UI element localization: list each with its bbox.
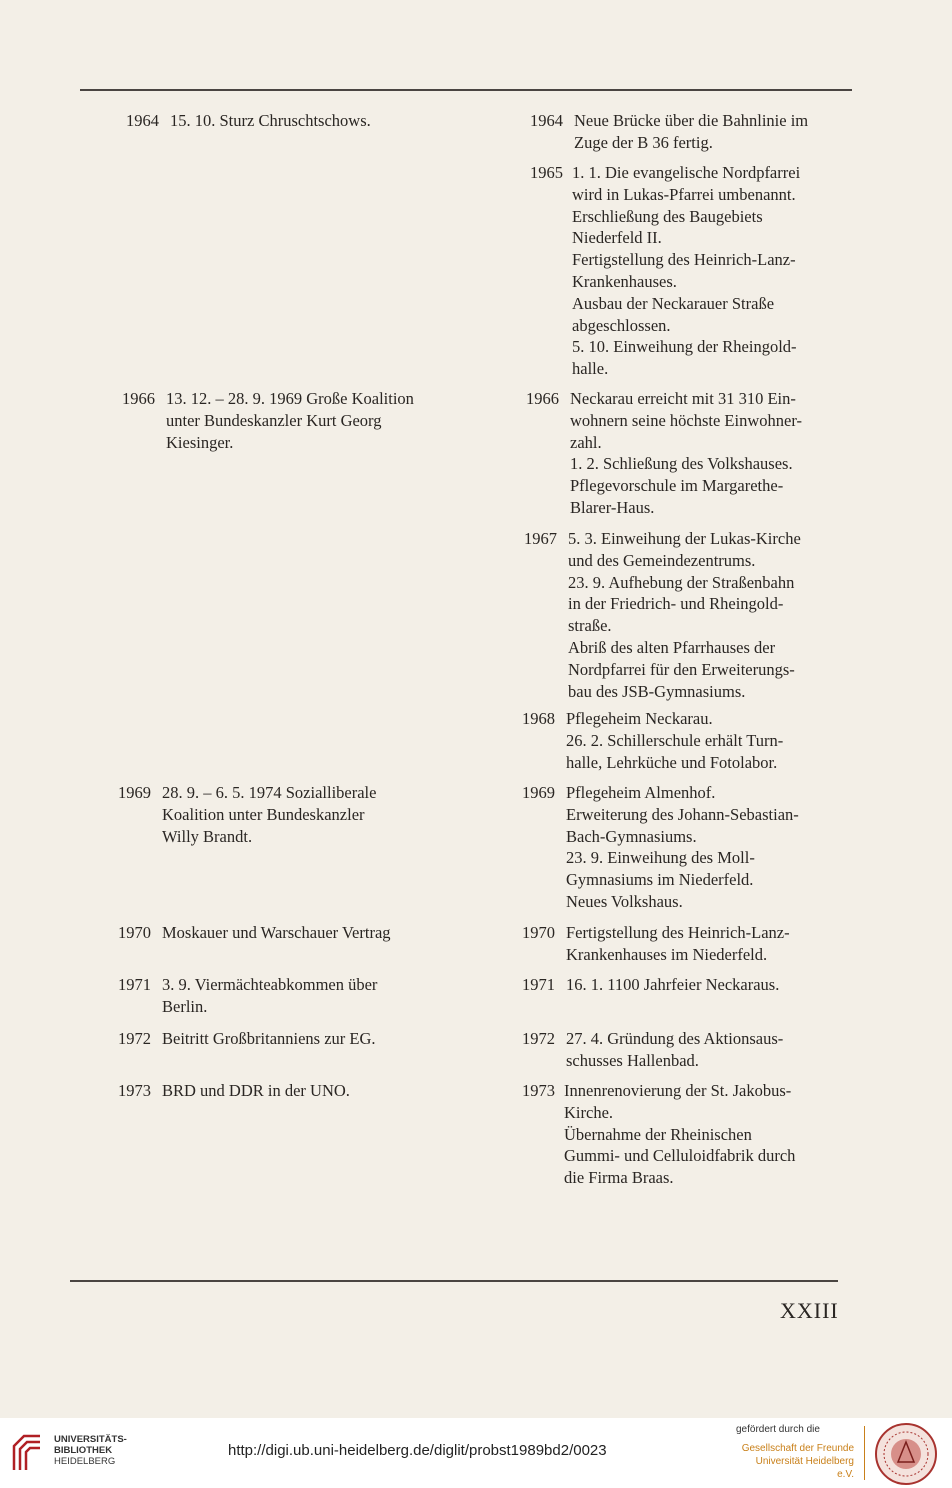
entry-line: Abriß des alten Pfarrhauses der <box>568 637 776 657</box>
year-label: 1969 <box>118 783 151 802</box>
left-entry-1973 <box>120 1080 460 1102</box>
year-label: 1972 <box>118 1029 151 1048</box>
entry-line: Fertigstellung des Heinrich-Lanz- <box>572 250 796 270</box>
entry-line: halle. <box>572 359 609 379</box>
entry-line: Erweiterung des Johann-Sebastian- <box>566 804 799 824</box>
entry-line: Berlin. <box>162 996 208 1016</box>
entry-line: halle, Lehrküche und Fotolabor. <box>566 752 778 772</box>
page-number: XXIII <box>780 1298 839 1323</box>
year-label: 1964 <box>530 111 563 130</box>
entry-line: 23. 9. Einweihung des Moll- <box>566 848 755 868</box>
entry-line: Moskauer und Warschauer Vertrag <box>162 923 391 942</box>
entry-line: schusses Hallenbad. <box>566 1050 699 1070</box>
year-label: 1973 <box>118 1081 151 1100</box>
sponsor-label: gefördert durch die <box>736 1424 820 1435</box>
entry-line: Kiesinger. <box>166 432 234 452</box>
entry-line: Krankenhauses. <box>572 271 677 291</box>
entry-line: wohnern seine höchste Einwohner- <box>570 410 802 430</box>
entry-line: Gummi- und Celluloidfabrik durch <box>564 1146 796 1166</box>
right-entry-1967 <box>522 528 852 702</box>
entry-line: Beitritt Großbritanniens zur EG. <box>162 1029 376 1048</box>
bottom-rule <box>70 1280 838 1282</box>
year-label: 1966 <box>122 389 155 408</box>
entry-line: Übernahme der Rheinischen <box>564 1124 752 1144</box>
entry-line: 1. 2. Schließung des Volkshauses. <box>570 454 793 474</box>
entry-line: Gymnasiums im Niederfeld. <box>566 870 754 890</box>
library-line: UNIVERSITÄTS- <box>54 1434 127 1445</box>
year-label: 1971 <box>118 975 151 994</box>
left-entry-1971 <box>120 974 460 1018</box>
entry-line: Krankenhauses im Niederfeld. <box>566 944 768 964</box>
entry-line: BRD und DDR in der UNO. <box>162 1081 350 1100</box>
right-entry-1973 <box>522 1080 852 1189</box>
document-url-link[interactable]: http://digi.ub.uni-heidelberg.de/diglit/probst1989bd2/0023 <box>228 1442 607 1459</box>
entry-line: Erschließung des Baugebiets <box>572 206 763 226</box>
entry-line: unter Bundeskanzler Kurt Georg <box>166 410 382 430</box>
library-line: BIBLIOTHEK <box>54 1445 113 1456</box>
entry-line: in der Friedrich- und Rheingold- <box>568 594 784 614</box>
year-label: 1966 <box>526 389 559 408</box>
entry-line: und des Gemeindezentrums. <box>568 550 756 570</box>
entry-line: 27. 4. Gründung des Aktionsaus- <box>566 1029 784 1048</box>
entry-line: Neue Brücke über die Bahnlinie im <box>574 111 809 130</box>
right-entry-1971 <box>522 974 852 996</box>
right-entry-1970 <box>522 922 852 966</box>
entry-line: Innenrenovierung der St. Jakobus- <box>564 1081 792 1100</box>
entry-line: Zuge der B 36 fertig. <box>574 132 713 152</box>
top-rule <box>80 89 852 91</box>
right-entry-1969 <box>522 782 852 913</box>
entry-line: zahl. <box>570 432 602 452</box>
right-entry-1968 <box>522 708 852 773</box>
year-label: 1968 <box>522 709 555 728</box>
library-logo-icon[interactable] <box>10 1432 44 1474</box>
entry-line: 1. 1. Die evangelische Nordpfarrei <box>572 163 801 182</box>
entry-line: 16. 1. 1100 Jahrfeier Neckaraus. <box>566 975 780 994</box>
entry-line: Nordpfarrei für den Erweiterungs- <box>568 659 795 679</box>
entry-line: die Firma Braas. <box>564 1168 674 1188</box>
entry-line: Ausbau der Neckarauer Straße <box>572 293 775 313</box>
left-entry-1969 <box>120 782 460 847</box>
entry-line: abgeschlossen. <box>572 315 671 335</box>
right-entry-1972 <box>522 1028 852 1072</box>
entry-line: 26. 2. Schillerschule erhält Turn- <box>566 730 784 750</box>
entry-line: Kirche. <box>564 1102 614 1122</box>
right-entry-1964 <box>522 110 852 154</box>
entry-line: Fertigstellung des Heinrich-Lanz- <box>566 923 790 942</box>
year-label: 1964 <box>126 111 159 130</box>
year-label: 1967 <box>524 529 557 548</box>
right-entry-1966 <box>522 388 852 519</box>
entry-line: 3. 9. Viermächteabkommen über <box>162 975 378 994</box>
year-label: 1971 <box>522 975 555 994</box>
year-label: 1972 <box>522 1029 555 1048</box>
right-entry-1965 <box>522 162 852 380</box>
year-label: 1969 <box>522 783 555 802</box>
entry-line: bau des JSB-Gymnasiums. <box>568 681 746 701</box>
entry-line: wird in Lukas-Pfarrei umbenannt. <box>572 184 796 204</box>
left-entry-1964 <box>120 110 460 132</box>
entry-line: Pflegeheim Almenhof. <box>566 783 716 802</box>
entry-line: Bach-Gymnasiums. <box>566 826 697 846</box>
entry-line: 13. 12. – 28. 9. 1969 Große Koalition <box>166 389 414 408</box>
footer-divider <box>864 1426 865 1480</box>
left-entry-1966 <box>120 388 460 453</box>
entry-line: 28. 9. – 6. 5. 1974 Sozialliberale <box>162 783 377 802</box>
entry-line: 5. 3. Einweihung der Lukas-Kirche <box>568 529 801 548</box>
university-seal-icon <box>874 1422 938 1486</box>
year-label: 1965 <box>530 163 563 182</box>
entry-line: Willy Brandt. <box>162 826 253 846</box>
year-label: 1970 <box>118 923 151 942</box>
year-label: 1973 <box>522 1081 555 1100</box>
entry-line: Pflegeheim Neckarau. <box>566 709 713 728</box>
entry-line: 23. 9. Aufhebung der Straßenbahn <box>568 572 795 592</box>
sponsor-name-link[interactable] <box>736 1442 854 1481</box>
library-name[interactable] <box>54 1434 127 1467</box>
entry-line: Niederfeld II. <box>572 228 662 248</box>
entry-line: 5. 10. Einweihung der Rheingold- <box>572 337 797 357</box>
entry-line: 15. 10. Sturz Chruschtschows. <box>170 111 371 130</box>
entry-line: straße. <box>568 616 612 636</box>
entry-line: Pflegevorschule im Margarethe- <box>570 476 784 496</box>
left-entry-1972 <box>120 1028 460 1050</box>
entry-line: Neues Volkshaus. <box>566 891 683 911</box>
sponsor-line: Gesellschaft der Freunde <box>741 1443 854 1454</box>
library-line: HEIDELBERG <box>54 1456 116 1467</box>
sponsor-line: Universität Heidelberg e.V. <box>755 1456 854 1480</box>
year-label: 1970 <box>522 923 555 942</box>
entry-line: Neckarau erreicht mit 31 310 Ein- <box>570 389 796 408</box>
left-entry-1970 <box>120 922 460 944</box>
footer-bar <box>0 1418 952 1488</box>
entry-line: Blarer-Haus. <box>570 497 655 517</box>
entry-line: Koalition unter Bundeskanzler <box>162 804 365 824</box>
